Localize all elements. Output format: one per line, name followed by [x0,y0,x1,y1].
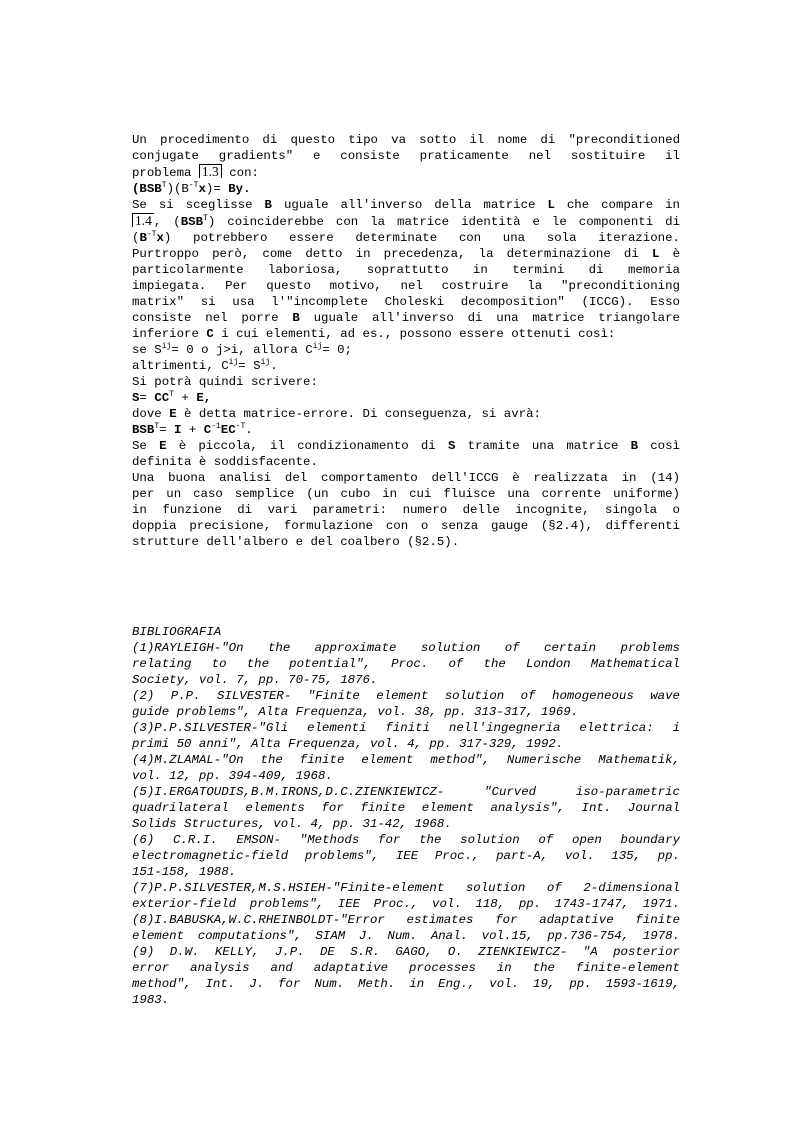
text-line: conjugate gradients" e consiste praticamente nel sostituire il [132,149,680,163]
bibliography-line: Society, vol. 7, pp. 70-75, 1876. [132,673,378,687]
text-line: matrix" si usa l'"incomplete Choleski decomposition" (ICCG). Esso [132,295,680,309]
bibliography-line: electromagnetic-field problems", IEE Proc., part-A, vol. 135, pp. [132,849,680,863]
bibliography-line: quadrilateral elements for finite element analysis", Int. Journal [132,801,680,815]
text-line: in funzione di vari parametri: numero delle incognite, singola o [132,503,680,517]
bibliography-line: 1983. [132,993,170,1007]
bibliography-line: element computations", SIAM J. Num. Anal. vol.15, pp.736-754, 1978. [132,929,680,943]
text-line: altrimenti, $C^{ij}= S^{ij}$. [132,358,278,373]
bibliography-line: (8)I.BABUSKA,W.C.RHEINBOLDT-"Error estimates for adaptative finite [132,913,680,927]
bibliography-line: (4)M.ZLAMAL-"On the finite element method", Numerische Mathematik, [132,753,680,767]
text-line: impiegata. Per questo motivo, nel costruire la "preconditioning [132,279,680,293]
bibliography-line: relating to the potential", Proc. of the London Mathematical [132,657,680,671]
bibliography-line: primi 50 anni", Alta Frequenza, vol. 4, pp. 317-329, 1992. [132,737,564,751]
equation-reference: 1.4 [132,213,154,227]
text-line: particolarmente laboriosa, soprattutto in termini di memoria [132,263,680,277]
bibliography-line: (6) C.R.I. EMSON- "Methods for the solution of open boundary [132,833,680,847]
text-line: inferiore C i cui elementi, ad es., possono essere ottenuti così: [132,327,616,341]
text-line: 1.4 , $(BSB^T)$ coinciderebbe con la matrice identità e le componenti di [132,213,680,230]
bibliography-line: (5)I.ERGATOUDIS,B.M.IRONS,D.C.ZIENKIEWICZ- "Curved iso-parametric [132,785,680,799]
text-line: Una buona analisi del comportamento dell'ICCG è realizzata in (14) [132,471,680,485]
equation: $(BSB^T)(B^{-T}x)= By$. [132,181,251,196]
bibliography [132,624,680,1008]
text-line: Purtroppo però, come detto in precedenza, la determinazione di L è [132,247,681,261]
text-line: $(B^{-T}x)$ potrebbero essere determinate con una sola iterazione. [132,230,680,245]
text-line: se $S^{ij}= 0$ o j>i, allora $C^{ij}= 0$; [132,342,352,357]
bibliography-line: guide problems", Alta Frequenza, vol. 38, pp. 313-317, 1969. [132,705,579,719]
bibliography-line: Solids Structures, vol. 4, pp. 31-42, 1968. [132,817,452,831]
bibliography-line: (7)P.P.SILVESTER,M.S.HSIEH-"Finite-element solution of 2-dimensional [132,881,680,895]
bibliography-line: 151-158, 1988. [132,865,237,879]
bibliography-line: (3)P.P.SILVESTER-"Gli elementi finiti nell'ingegneria elettrica: i [132,721,680,735]
text-line: definita è soddisfacente. [132,455,318,469]
text-line: Se E è piccola, il condizionamento di S tramite una matrice B così [132,439,680,453]
body-text [132,132,680,550]
bibliography-line: method", Int. J. for Num. Meth. in Eng., vol. 19, pp. 1593-1619, [132,977,680,991]
text-line: Un procedimento di questo tipo va sotto il nome di "preconditioned [132,133,680,147]
text-line: Se si sceglisse B uguale all'inverso della matrice L che compare in [132,198,680,212]
equation: $S= CC^T + E$, [132,390,212,405]
bibliography-line: (2) P.P. SILVESTER- "Finite element solution of homogeneous wave [132,689,680,703]
equation: $BSB^T= I + C^{-1}EC^{-T}$. [132,422,253,437]
bibliography-heading: BIBLIOGRAFIA [132,625,222,639]
text-line: strutture dell'albero e del coalbero (§2.5). [132,535,460,549]
bibliography-line: exterior-field problems", IEE Proc., vol. 118, pp. 1743-1747, 1971. [132,897,680,911]
text-line: per un caso semplice (un cubo in cui fluisce una corrente uniforme) [132,487,680,501]
equation-reference: 1.3 [199,164,222,178]
text-line: dove E è detta matrice-errore. Di conseguenza, si avrà: [132,407,541,421]
bibliography-line: vol. 12, pp. 394-409, 1968. [132,769,333,783]
text-line: consiste nel porre B uguale all'inverso di una matrice triangolare [132,311,680,325]
text-line: doppia precisione, formulazione con o senza gauge (§2.4), differenti [132,519,680,533]
text-line: problema 1.3 con: [132,164,259,180]
bibliography-line: (9) D.W. KELLY, J.P. DE S.R. GAGO, O. ZIENKIEWICZ- "A posterior [132,945,680,959]
bibliography-line: error analysis and adaptative processes in the finite-element [132,961,680,975]
text-line: Si potrà quindi scrivere: [132,375,318,389]
bibliography-line: (1)RAYLEIGH-"On the approximate solution of certain problems [132,641,680,655]
